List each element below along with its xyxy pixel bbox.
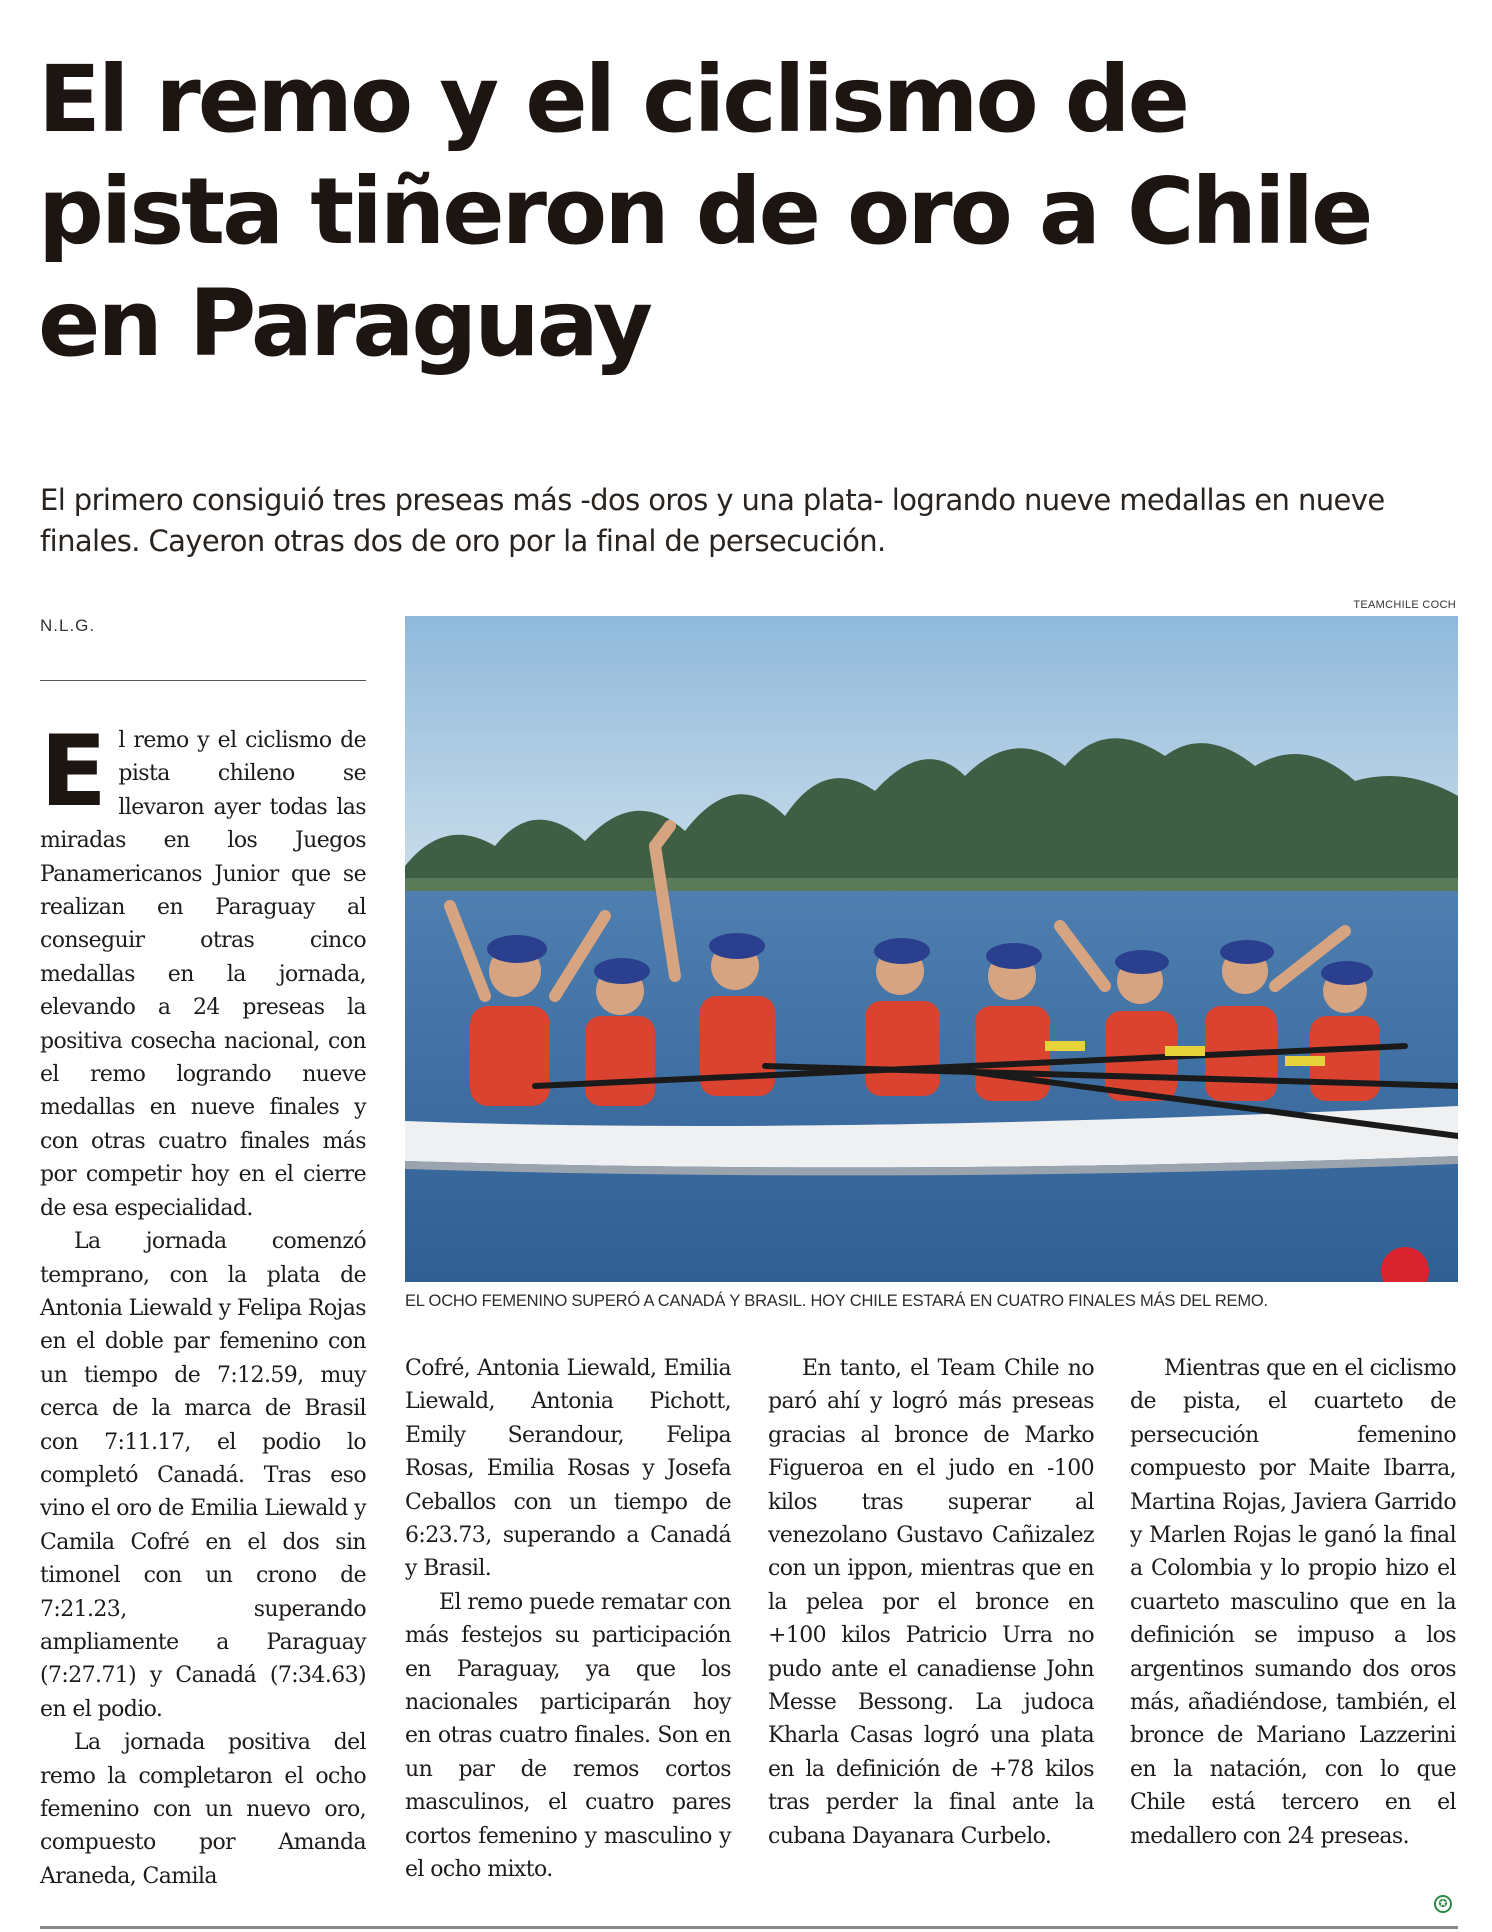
drop-cap: E	[40, 715, 107, 829]
column-3	[768, 1352, 1094, 1853]
paragraph: En tanto, el Team Chile no paró ahí y logró más preseas gracias al bronce de Marko Figueroa en el judo en -100 kilos tras superar al venezolano Gustavo Cañizalez con un ippon, mientras que en la pelea por el bronce en +100 kilos Patricio Urra no pudo ante el canadiense John Messe Bessong. La judoca Kharla Casas logró una plata en la definición de +78 kilos tras perder la final ante la cubana Dayanara Curbelo.	[768, 1356, 1094, 1849]
lead-paragraph-text: l remo y el ciclismo de pista chileno se llevaron ayer todas las miradas en los Juegos Panamericanos Junior que se realizan en Paraguay al conseguir otras cinco medallas en la jornada, elevando a 24 preseas la positiva cosecha nacional, con el remo logrando nueve medallas en nueve finales y con otras cuatro finales más por competir hoy en el cierre de esa especialidad.	[40, 728, 366, 1221]
rowing-photo	[405, 616, 1458, 1282]
column-2	[405, 1352, 731, 1887]
photo-caption: EL OCHO FEMENINO SUPERÓ A CANADÁ Y BRASIL. HOY CHILE ESTARÁ EN CUATRO FINALES MÁS DEL REMO.	[405, 1292, 1268, 1310]
byline: N.L.G.	[40, 616, 96, 635]
end-of-article-icon: ✪	[1434, 1895, 1452, 1913]
paragraph: Cofré, Antonia Liewald, Emilia Liewald, Antonia Pichott, Emily Serandour, Felipa Rosas, Emilia Rosas y Josefa Ceballos con un tiempo de 6:23.73, superando a Canadá y Brasil.	[405, 1356, 731, 1582]
paragraph: Mientras que en el ciclismo de pista, el cuarteto de persecución femenino compuesto por Maite Ibarra, Martina Rojas, Javiera Garrido y Marlen Rojas le ganó la final a Colombia y lo propio hizo el cuarteto masculino que en la definición se impuso a los argentinos sumando dos oros más, añadiéndose, también, el bronce de Mariano Lazzerini en la natación, con lo que Chile está tercero en el medallero con 24 preseas.	[1130, 1356, 1456, 1849]
subheadline: El primero consiguió tres preseas más -dos oros y una plata- logrando nueve medallas en nueve finales. Cayeron otras dos de oro por la final de persecución.	[40, 483, 1385, 558]
photo-credit: TEAMCHILE COCH	[1353, 599, 1456, 611]
paragraph: La jornada comenzó temprano, con la plata de Antonia Liewald y Felipa Rojas en el doble par femenino con un tiempo de 7:12.59, muy cerca de la marca de Brasil con 7:11.17, el podio lo completó Canadá. Tras eso vino el oro de Emilia Liewald y Camila Cofré en el dos sin timonel con un crono de 7:21.23, superando ampliamente a Paraguay (7:27.71) y Canadá (7:34.63) en el podio.	[40, 1229, 366, 1722]
column-4	[1130, 1352, 1456, 1853]
lead-paragraph	[40, 715, 366, 1225]
paragraph: La jornada positiva del remo la completaron el ocho femenino con un nuevo oro, compuesto por Amanda Araneda, Camila	[40, 1730, 366, 1889]
byline-divider	[40, 680, 366, 681]
headline: El remo y el ciclismo de pista tiñeron de oro a Chile en Paraguay	[38, 46, 1371, 377]
bottom-divider	[40, 1926, 1458, 1929]
paragraph: El remo puede rematar con más festejos su participación en Paraguay, ya que los nacionales participarán hoy en otras cuatro finales. Son en un par de remos cortos masculinos, el cuatro pares cortos femenino y masculino y el ocho mixto.	[405, 1589, 731, 1883]
column-1	[40, 715, 366, 1893]
